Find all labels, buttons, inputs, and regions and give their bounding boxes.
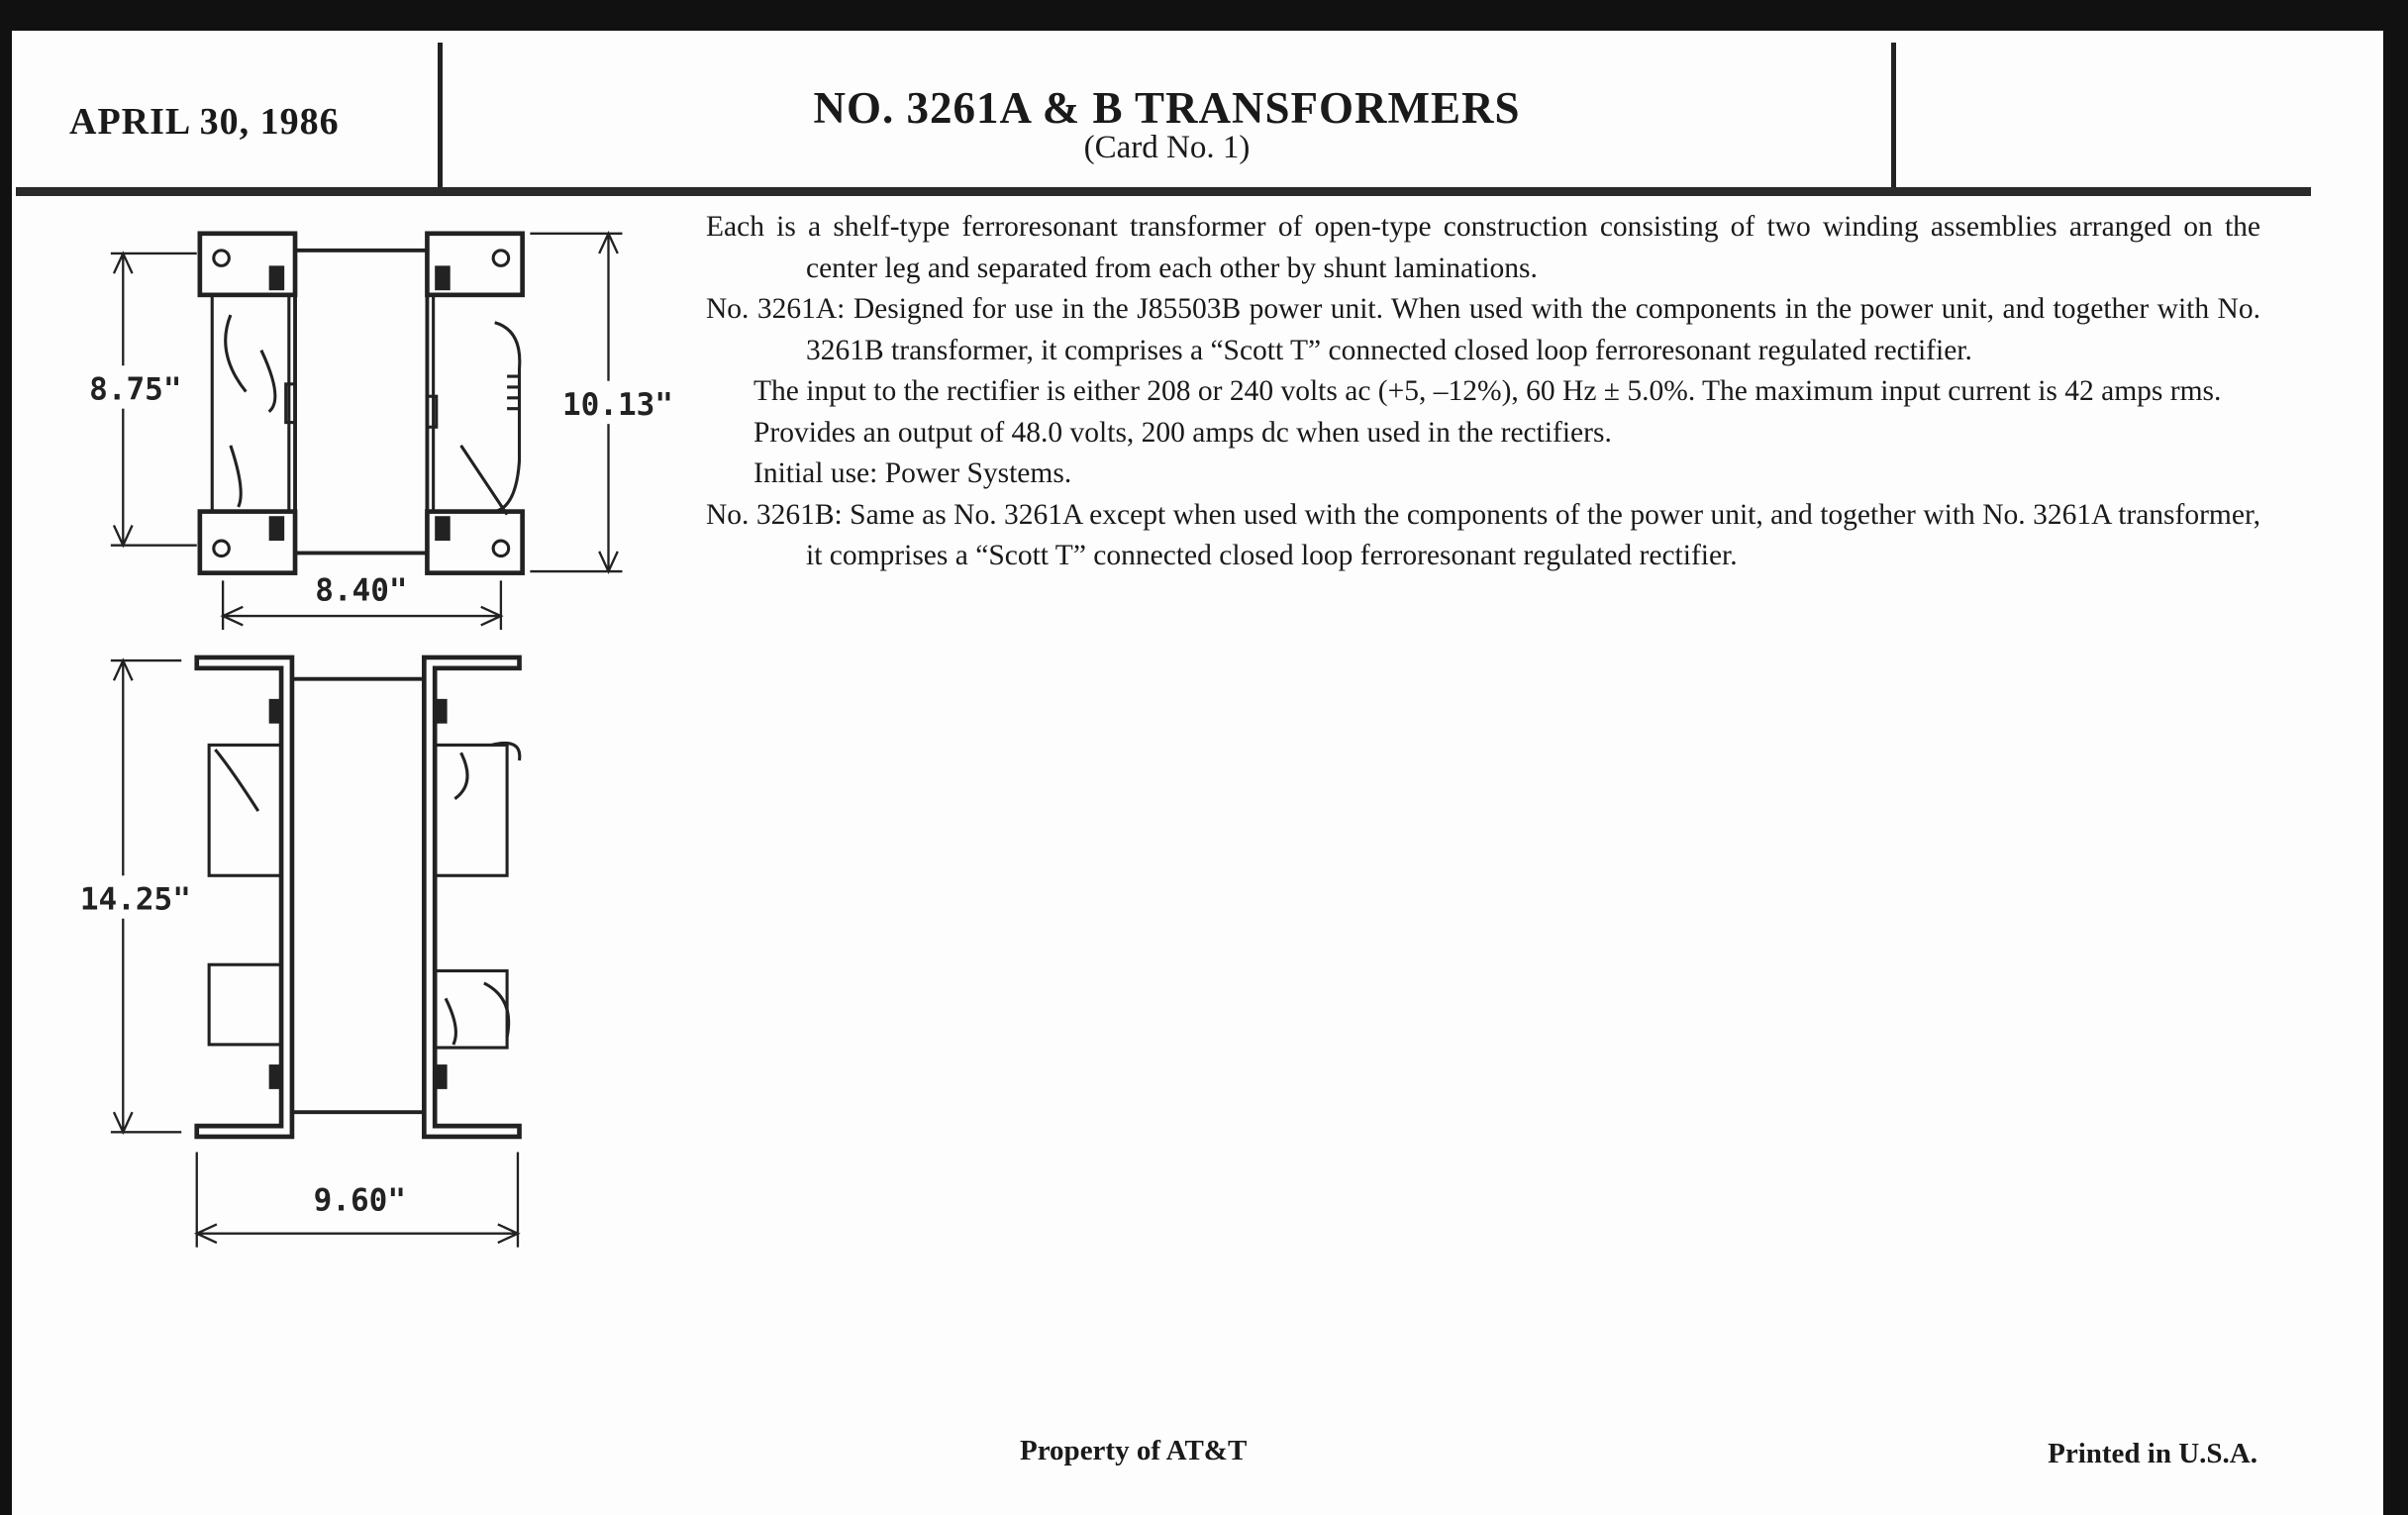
card-subtitle: (Card No. 1) (1083, 130, 1251, 165)
dim-10-13: 10.13" (561, 386, 674, 423)
side-view (197, 657, 520, 1137)
paragraph-3261b: No. 3261B: Same as No. 3261A except when used with the components of the power unit, and together with No. 3261A transformer, it comprises a “Scott T” connected closed loop ferroresonant regulated rectifier. (706, 498, 2260, 571)
dim-8-40: 8.40" (315, 572, 408, 609)
paragraph-3261a: No. 3261A: Designed for use in the J85503B power unit. When used with the components in the power unit, and together with No. 3261B transformer, it comprises a “Scott T” connected closed loop ferroresonant regulated rectifier. (706, 293, 2260, 366)
transformer-drawing (0, 0, 693, 1287)
card-date: APRIL 30, 1986 (69, 101, 340, 143)
paragraph-initial-use: Initial use: Power Systems. (753, 457, 1072, 489)
spec-card (12, 31, 2383, 1515)
dim-9-60: 9.60" (313, 1182, 407, 1219)
header-divider (1891, 43, 1896, 191)
footer-property: Property of AT&T (1020, 1435, 1248, 1466)
top-view (200, 234, 523, 573)
paragraph-construction: Each is a shelf-type ferroresonant transformer of open-type construction consisting of two winding assemblies arranged on the center leg and separated from each other by shunt laminations. (706, 211, 2260, 284)
description (706, 207, 2260, 577)
paragraph-output: Provides an output of 48.0 volts, 200 amps dc when used in the rectifiers. (753, 416, 1612, 449)
dim-8-75: 8.75" (89, 371, 182, 408)
paragraph-input: The input to the rectifier is either 208 or 240 volts ac (+5, –12%), 60 Hz ± 5.0%. The maximum input current is 42 amps rms. (753, 375, 2222, 407)
dim-14-25: 14.25" (79, 881, 191, 918)
footer-printed: Printed in U.S.A. (2048, 1438, 2258, 1469)
card-title: NO. 3261A & B TRANSFORMERS (813, 83, 1521, 133)
